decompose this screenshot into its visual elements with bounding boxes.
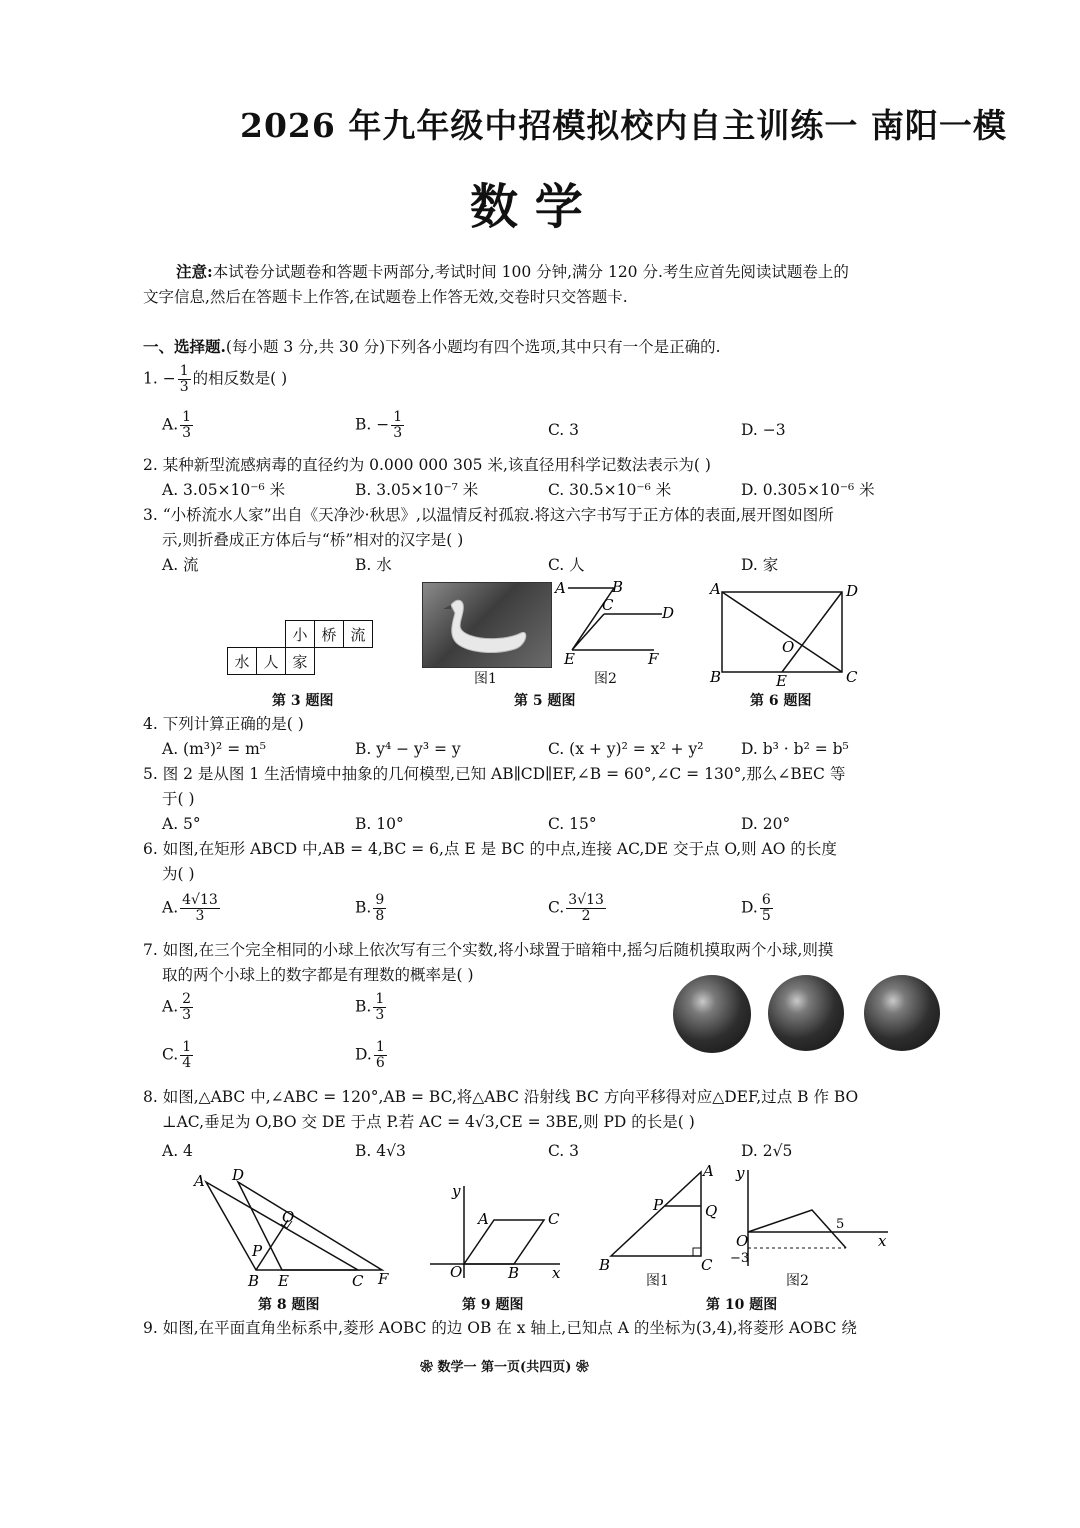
fig10-triangle bbox=[595, 1162, 725, 1274]
svg-text:B: B bbox=[508, 1264, 520, 1280]
q7-option-a bbox=[162, 992, 195, 1023]
q5-option-a: A. 5° bbox=[162, 815, 201, 833]
svg-text:F: F bbox=[648, 650, 659, 668]
option-fraction bbox=[373, 992, 386, 1023]
q4-option-c: C. (x + y)² = x² + y² bbox=[548, 740, 704, 758]
notice-text-1: 本试卷分试题卷和答题卡两部分,考试时间 100 分钟,满分 120 分.考生应首先阅读试题卷上的 bbox=[212, 263, 849, 281]
q8-option-b: B. 4√3 bbox=[355, 1142, 406, 1160]
q1-suffix: 的相反数是( ) bbox=[192, 369, 288, 388]
cube-net bbox=[227, 620, 373, 675]
q6-option-d bbox=[741, 893, 775, 924]
q1-prefix: 1. − bbox=[143, 369, 176, 388]
svg-text:A: A bbox=[703, 1162, 714, 1180]
notice-label: 注意: bbox=[176, 262, 213, 281]
net-cell: 桥 bbox=[315, 621, 344, 648]
option-label: B. − bbox=[355, 415, 390, 434]
fig10-img1-caption: 图1 bbox=[646, 1273, 669, 1289]
section-heading bbox=[143, 337, 721, 357]
q5-option-d: D. 20° bbox=[741, 815, 791, 833]
svg-text:A: A bbox=[555, 579, 566, 597]
svg-text:C: C bbox=[846, 668, 858, 686]
numerator: 1 bbox=[182, 1039, 192, 1055]
svg-text:B: B bbox=[599, 1256, 611, 1274]
fig3-caption: 第 3 题图 bbox=[272, 693, 334, 709]
fig5-img1-caption: 图1 bbox=[474, 671, 497, 687]
svg-text:O: O bbox=[450, 1263, 463, 1280]
q8-option-c: C. 3 bbox=[548, 1142, 580, 1160]
option-label: B. bbox=[355, 997, 372, 1016]
question-9-stem: 9. 如图,在平面直角坐标系中,菱形 AOBC 的边 OB 在 x 轴上,已知点 A 的坐标为(3,4),将菱形 AOBC 绕 bbox=[143, 1319, 857, 1337]
q6-option-a bbox=[162, 893, 222, 924]
q2-option-c: C. 30.5×10⁻⁶ 米 bbox=[548, 481, 672, 499]
numerator: 1 bbox=[182, 409, 192, 425]
fig8-triangles bbox=[190, 1168, 400, 1288]
option-label: C. bbox=[162, 1045, 179, 1064]
numerator: 3√13 bbox=[568, 892, 604, 908]
denominator: 2 bbox=[581, 908, 591, 924]
q2-option-d: D. 0.305×10⁻⁶ 米 bbox=[741, 481, 875, 499]
option-label: B. bbox=[355, 898, 372, 917]
notice-line-1 bbox=[176, 262, 849, 282]
denominator: 8 bbox=[375, 908, 385, 924]
denominator: 6 bbox=[375, 1055, 385, 1071]
ball-2 bbox=[768, 975, 844, 1051]
q3-option-a: A. 流 bbox=[162, 556, 199, 574]
question-8-stem-1: 8. 如图,△ABC 中,∠ABC = 120°,AB = BC,将△ABC 沿射线 BC 方向平移得对应△DEF,过点 B 作 BO bbox=[143, 1088, 859, 1106]
page-footer: ❀ 数学一 第一页(共四页) ❀ bbox=[420, 1360, 589, 1375]
q7-option-c bbox=[162, 1040, 195, 1071]
question-5-stem-1: 5. 图 2 是从图 1 生活情境中抽象的几何模型,已知 AB∥CD∥EF,∠B = 60°,∠C = 130°,那么∠BEC 等 bbox=[143, 765, 846, 783]
denominator: 3 bbox=[179, 379, 189, 395]
svg-text:F: F bbox=[378, 1270, 389, 1288]
q7-option-b bbox=[355, 992, 388, 1023]
svg-text:O: O bbox=[736, 1232, 749, 1250]
fig5-img2-caption: 图2 bbox=[594, 671, 617, 687]
option-label: A. bbox=[162, 997, 179, 1016]
svg-text:E: E bbox=[278, 1272, 289, 1288]
section-desc: (每小题 3 分,共 30 分)下列各小题均有四个选项,其中只有一个是正确的. bbox=[225, 338, 721, 356]
denominator: 3 bbox=[375, 1007, 385, 1023]
option-fraction bbox=[180, 893, 220, 924]
svg-text:E: E bbox=[564, 650, 575, 668]
cube-net-figure bbox=[227, 620, 373, 675]
question-3-stem-1: 3. “小桥流水人家”出自《天净沙·秋思》,以温情反衬孤寂.将这六字书写于正方体的表面,展开图如图所 bbox=[143, 506, 834, 524]
q4-option-b: B. y⁴ − y³ = y bbox=[355, 740, 461, 758]
net-cell: 人 bbox=[257, 648, 286, 675]
swan-silhouette bbox=[423, 583, 551, 667]
svg-text:B: B bbox=[248, 1272, 260, 1288]
numerator: 1 bbox=[375, 1039, 385, 1055]
q1-fraction bbox=[178, 364, 191, 395]
numerator: 1 bbox=[179, 363, 189, 379]
q7-option-d bbox=[355, 1040, 389, 1071]
question-3-stem-2: 示,则折叠成正方体后与“桥”相对的汉字是( ) bbox=[162, 531, 464, 549]
question-5-stem-2: 于( ) bbox=[162, 790, 195, 808]
fig10-img2-caption: 图2 bbox=[786, 1273, 809, 1289]
section-label: 一、选择题. bbox=[143, 337, 226, 356]
svg-text:D: D bbox=[846, 582, 859, 600]
option-label: D. bbox=[355, 1045, 372, 1064]
fig6-rectangle bbox=[704, 578, 864, 688]
q5-option-c: C. 15° bbox=[548, 815, 597, 833]
q3-option-b: B. 水 bbox=[355, 556, 392, 574]
q6-option-c bbox=[548, 893, 608, 924]
q1-option-d: D. −3 bbox=[741, 421, 786, 439]
svg-text:A: A bbox=[478, 1210, 489, 1228]
svg-text:x: x bbox=[552, 1264, 561, 1280]
denominator: 3 bbox=[182, 1007, 192, 1023]
svg-text:y: y bbox=[452, 1182, 461, 1200]
svg-text:A: A bbox=[194, 1172, 205, 1190]
question-8-stem-2: ⊥AC,垂足为 O,BO 交 DE 于点 P.若 AC = 4√3,CE = 3BE,则 PD 的长是( ) bbox=[162, 1113, 695, 1131]
svg-text:P: P bbox=[653, 1196, 664, 1214]
net-cell: 水 bbox=[228, 648, 257, 675]
denominator: 3 bbox=[182, 425, 192, 441]
option-label: D. bbox=[741, 898, 758, 917]
q2-option-a: A. 3.05×10⁻⁶ 米 bbox=[162, 481, 286, 499]
option-fraction bbox=[180, 1040, 193, 1071]
q1-option-a bbox=[162, 410, 195, 441]
svg-text:y: y bbox=[736, 1164, 745, 1182]
denominator: 5 bbox=[761, 908, 771, 924]
swan-bridge-photo bbox=[422, 582, 552, 668]
ball-3 bbox=[864, 975, 940, 1051]
fig6-caption: 第 6 题图 bbox=[750, 693, 812, 709]
question-7-stem-1: 7. 如图,在三个完全相同的小球上依次写有三个实数,将小球置于暗箱中,摇匀后随机摸取两个小球,则摸 bbox=[143, 941, 834, 959]
net-cell: 流 bbox=[344, 621, 373, 648]
svg-text:C: C bbox=[548, 1210, 560, 1228]
option-label: C. bbox=[548, 898, 565, 917]
empty-cell bbox=[315, 648, 344, 675]
fig5-caption: 第 5 题图 bbox=[514, 693, 576, 709]
label-minus3: −3 bbox=[730, 1251, 750, 1266]
q1-option-c: C. 3 bbox=[548, 421, 580, 439]
question-2-stem: 2. 某种新型流感病毒的直径约为 0.000 000 305 米,该直径用科学记数法表示为( ) bbox=[143, 456, 711, 474]
q8-option-a: A. 4 bbox=[162, 1142, 193, 1160]
fig8-caption: 第 8 题图 bbox=[258, 1297, 320, 1313]
svg-text:E: E bbox=[776, 672, 787, 688]
denominator: 3 bbox=[393, 425, 403, 441]
option-fraction bbox=[373, 893, 386, 924]
numerator: 2 bbox=[182, 991, 192, 1007]
net-cell: 小 bbox=[286, 621, 315, 648]
option-label: A. bbox=[162, 898, 179, 917]
svg-text:C: C bbox=[602, 596, 614, 614]
svg-text:C: C bbox=[352, 1272, 364, 1288]
empty-cell bbox=[228, 621, 257, 648]
numerator: 6 bbox=[761, 892, 771, 908]
numerator: 1 bbox=[393, 409, 403, 425]
fig10-caption: 第 10 题图 bbox=[706, 1297, 778, 1313]
q3-option-c: C. 人 bbox=[548, 556, 585, 574]
svg-text:D: D bbox=[662, 604, 675, 622]
fig9-rhombus bbox=[420, 1180, 570, 1280]
q5-option-b: B. 10° bbox=[355, 815, 404, 833]
fig5-geometry bbox=[552, 578, 682, 670]
q1-option-b bbox=[355, 410, 406, 441]
option-fraction bbox=[391, 410, 404, 441]
q3-option-d: D. 家 bbox=[741, 556, 779, 574]
question-6-stem-2: 为( ) bbox=[162, 865, 195, 883]
question-6-stem-1: 6. 如图,在矩形 ABCD 中,AB = 4,BC = 6,点 E 是 BC 的中点,连接 AC,DE 交于点 O,则 AO 的长度 bbox=[143, 840, 837, 858]
subject-title: 数 学 bbox=[470, 179, 583, 235]
q6-option-b bbox=[355, 893, 388, 924]
q2-option-b: B. 3.05×10⁻⁷ 米 bbox=[355, 481, 479, 499]
question-7-stem-2: 取的两个小球上的数字都是有理数的概率是( ) bbox=[162, 966, 474, 984]
svg-text:B: B bbox=[710, 668, 722, 686]
option-label: A. bbox=[162, 415, 179, 434]
net-cell: 家 bbox=[286, 648, 315, 675]
q4-option-d: D. b³ · b² = b⁵ bbox=[741, 740, 849, 758]
q8-option-d: D. 2√5 bbox=[741, 1142, 793, 1160]
option-fraction bbox=[566, 893, 606, 924]
option-fraction bbox=[374, 1040, 387, 1071]
question-1-stem bbox=[143, 364, 287, 395]
svg-text:B: B bbox=[612, 578, 624, 596]
fig9-caption: 第 9 题图 bbox=[462, 1297, 524, 1313]
question-4-stem: 4. 下列计算正确的是( ) bbox=[143, 715, 304, 733]
label-5: 5 bbox=[836, 1217, 845, 1232]
notice-line-2: 文字信息,然后在答题卡上作答,在试题卷上作答无效,交卷时只交答题卡. bbox=[143, 288, 628, 306]
svg-text:C: C bbox=[701, 1256, 713, 1274]
svg-text:O: O bbox=[282, 1208, 295, 1226]
svg-text:P: P bbox=[252, 1242, 263, 1260]
empty-cell bbox=[257, 621, 286, 648]
svg-text:Q: Q bbox=[705, 1202, 718, 1220]
denominator: 3 bbox=[195, 908, 205, 924]
numerator: 1 bbox=[375, 991, 385, 1007]
exam-title: 2026 年九年级中招模拟校内自主训练一 南阳一模 bbox=[240, 106, 1007, 145]
option-fraction bbox=[760, 893, 773, 924]
fig10-graph bbox=[728, 1162, 893, 1274]
numerator: 4√13 bbox=[182, 892, 218, 908]
numerator: 9 bbox=[375, 892, 385, 908]
svg-text:A: A bbox=[710, 580, 721, 598]
svg-text:D: D bbox=[232, 1168, 245, 1184]
denominator: 4 bbox=[182, 1055, 192, 1071]
svg-text:x: x bbox=[878, 1232, 887, 1250]
q4-option-a: A. (m³)² = m⁵ bbox=[162, 740, 267, 758]
option-fraction bbox=[180, 992, 193, 1023]
ball-1 bbox=[673, 975, 751, 1053]
empty-cell bbox=[344, 648, 373, 675]
option-fraction bbox=[180, 410, 193, 441]
svg-text:O: O bbox=[782, 638, 795, 656]
